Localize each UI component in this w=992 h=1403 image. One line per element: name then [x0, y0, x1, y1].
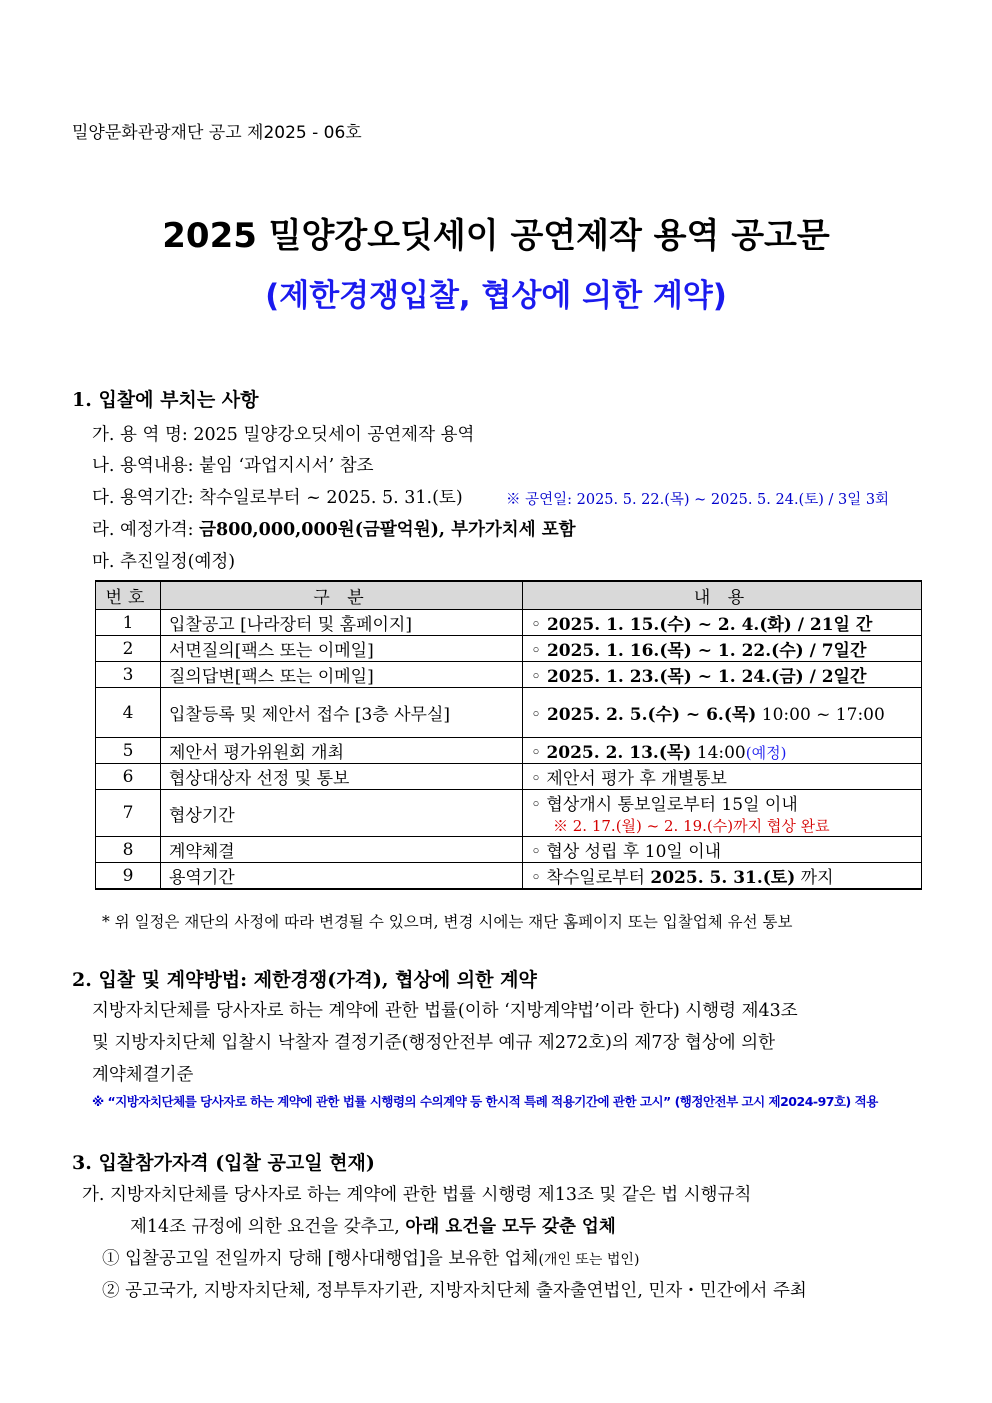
section2-line-2: 및 지방자치단체 입찰시 낙찰자 결정기준(행정안전부 예규 제272호)의 제7장 협상에 의한: [92, 1033, 776, 1053]
section3-ga-line-2: [130, 1212, 616, 1243]
section3-ga-line-1: 가. 지방자치단체를 당사자로 하는 계약에 관한 법률 시행령 제13조 및 같은 법 시행규칙: [82, 1185, 752, 1205]
row-content: [523, 790, 922, 837]
row-item: 제안서 평가위원회 개최: [161, 738, 523, 764]
row-content-bullet: ◦: [531, 743, 547, 763]
section2-note: ※ “지방자치단체를 당사자로 하는 계약에 관한 법률 시행령의 수의계약 등 한시적 특례 적용기간에 관한 고시” (행정안전부 고시 제2024-97호) 적용: [92, 1094, 878, 1109]
item-da-label: 다. 용역기간:: [92, 488, 194, 508]
row-content: ◦ 2025. 1. 16.(목) ~ 1. 22.(수) / 7일간: [523, 636, 922, 662]
item-ma: 마. 추진일정(예정): [92, 552, 236, 572]
row-content-sub: ※ 2. 17.(월) ~ 2. 19.(수)까지 협상 완료: [553, 817, 830, 835]
row-content-time: 10:00 ~ 17:00: [756, 705, 885, 725]
row-content-rest: 까지: [795, 868, 834, 888]
table-row: [96, 688, 922, 738]
table-row: [96, 790, 922, 837]
section3-item-1: [102, 1244, 639, 1276]
table-row: [96, 863, 922, 890]
row-no: 7: [96, 790, 161, 837]
row-item: 계약체결: [161, 837, 523, 863]
row-content: [523, 863, 922, 890]
header-no: 번호: [96, 581, 161, 610]
row-content: ◦ 2025. 1. 15.(수) ~ 2. 4.(화) / 21일 간: [523, 610, 922, 636]
table-row: [96, 610, 922, 636]
item-da: [92, 484, 463, 509]
item-ra-label: 라. 예정가격:: [92, 520, 194, 540]
item-ga-value: 2025 밀양강오딧세이 공연제작 용역: [193, 425, 475, 445]
section3-ga-line-2-text: 제14조 규정에 의한 요건을 갖추고,: [130, 1217, 406, 1237]
header-content: 내 용: [523, 581, 922, 610]
row-content: [523, 688, 922, 738]
row-item: 서면질의[팩스 또는 이메일]: [161, 636, 523, 662]
item-ra: [92, 516, 576, 541]
performance-date-note: ※ 공연일: 2025. 5. 22.(목) ~ 2025. 5. 24.(토) / 3일 3회: [506, 492, 890, 508]
row-content-main: ◦ 협상개시 통보일로부터 15일 이내: [531, 795, 798, 815]
row-no: 9: [96, 863, 161, 890]
row-item: 입찰등록 및 제안서 접수 [3층 사무실]: [161, 688, 523, 738]
row-content-tentative: (예정): [745, 744, 787, 762]
schedule-table: [95, 580, 922, 890]
page-subtitle: (제한경쟁입찰, 협상에 의한 계약): [265, 278, 727, 314]
row-content: ◦ 2025. 1. 23.(목) ~ 1. 24.(금) / 2일간: [523, 662, 922, 688]
page-title: 2025 밀양강오딧세이 공연제작 용역 공고문: [162, 216, 830, 256]
row-item: 협상기간: [161, 790, 523, 837]
item-na-label: 나. 용역내용:: [92, 456, 194, 476]
section3-heading: 3. 입찰참가자격 (입찰 공고일 현재): [72, 1152, 375, 1174]
section3-item-2: ② 공고국가, 지방자치단체, 정부투자기관, 지방자치단체 출자출연법인, 민자・민간에서 주최: [102, 1281, 807, 1301]
section1-heading: 1. 입찰에 부치는 사항: [72, 389, 259, 411]
table-row: [96, 738, 922, 764]
section3-item-1-text: ① 입찰공고일 전일까지 당해 [행사대행업]을 보유한 업체: [102, 1249, 539, 1269]
row-content-bold: ◦ 2025. 2. 5.(수) ~ 6.(목): [531, 705, 757, 725]
row-content: ◦ 협상 성립 후 10일 이내: [523, 837, 922, 863]
table-header-row: [96, 581, 922, 610]
section2-line-1: 지방자치단체를 당사자로 하는 계약에 관한 법률(이하 ‘지방계약법’이라 한다) 시행령 제43조: [92, 1001, 798, 1021]
table-row: [96, 636, 922, 662]
header-item: 구 분: [161, 581, 523, 610]
row-no: 6: [96, 764, 161, 790]
item-na-value: 붙임 ‘과업지시서’ 참조: [199, 456, 374, 476]
row-no: 2: [96, 636, 161, 662]
item-na: [92, 452, 374, 477]
item-ga-label: 가. 용 역 명:: [92, 425, 188, 445]
row-content-bold: 2025. 5. 31.(토): [650, 868, 796, 888]
row-item: 협상대상자 선정 및 통보: [161, 764, 523, 790]
section3-ga-line-2-bold: 아래 요건을 모두 갖춘 업체: [405, 1217, 616, 1237]
schedule-footnote: * 위 일정은 재단의 사정에 따라 변경될 수 있으며, 변경 시에는 재단 홈페이지 또는 입찰업체 유선 통보: [102, 913, 793, 931]
table-row: [96, 837, 922, 863]
row-content-pre: ◦ 착수일로부터: [531, 868, 651, 888]
row-no: 5: [96, 738, 161, 764]
row-item: 용역기간: [161, 863, 523, 890]
section2-heading: 2. 입찰 및 계약방법: 제한경쟁(가격), 협상에 의한 계약: [72, 969, 537, 991]
table-row: [96, 764, 922, 790]
item-ra-value: 금800,000,000원(금팔억원), 부가가치세 포함: [199, 520, 576, 540]
table-row: [96, 662, 922, 688]
row-item: 질의답변[팩스 또는 이메일]: [161, 662, 523, 688]
row-no: 3: [96, 662, 161, 688]
row-content-time: 14:00: [691, 743, 746, 763]
row-item: 입찰공고 [나라장터 및 홈페이지]: [161, 610, 523, 636]
item-ga: [92, 421, 474, 446]
row-content: [523, 738, 922, 764]
row-content: ◦ 제안서 평가 후 개별통보: [523, 764, 922, 790]
row-content-bold: 2025. 2. 13.(목): [546, 743, 692, 763]
section2-line-3: 계약체결기준: [92, 1065, 194, 1085]
row-no: 4: [96, 688, 161, 738]
notice-number: 밀양문화관광재단 공고 제2025 - 06호: [72, 123, 362, 143]
section3-item-1-small: (개인 또는 법인): [538, 1252, 640, 1268]
item-da-value: 착수일로부터 ~ 2025. 5. 31.(토): [199, 488, 463, 508]
row-no: 8: [96, 837, 161, 863]
row-no: 1: [96, 610, 161, 636]
